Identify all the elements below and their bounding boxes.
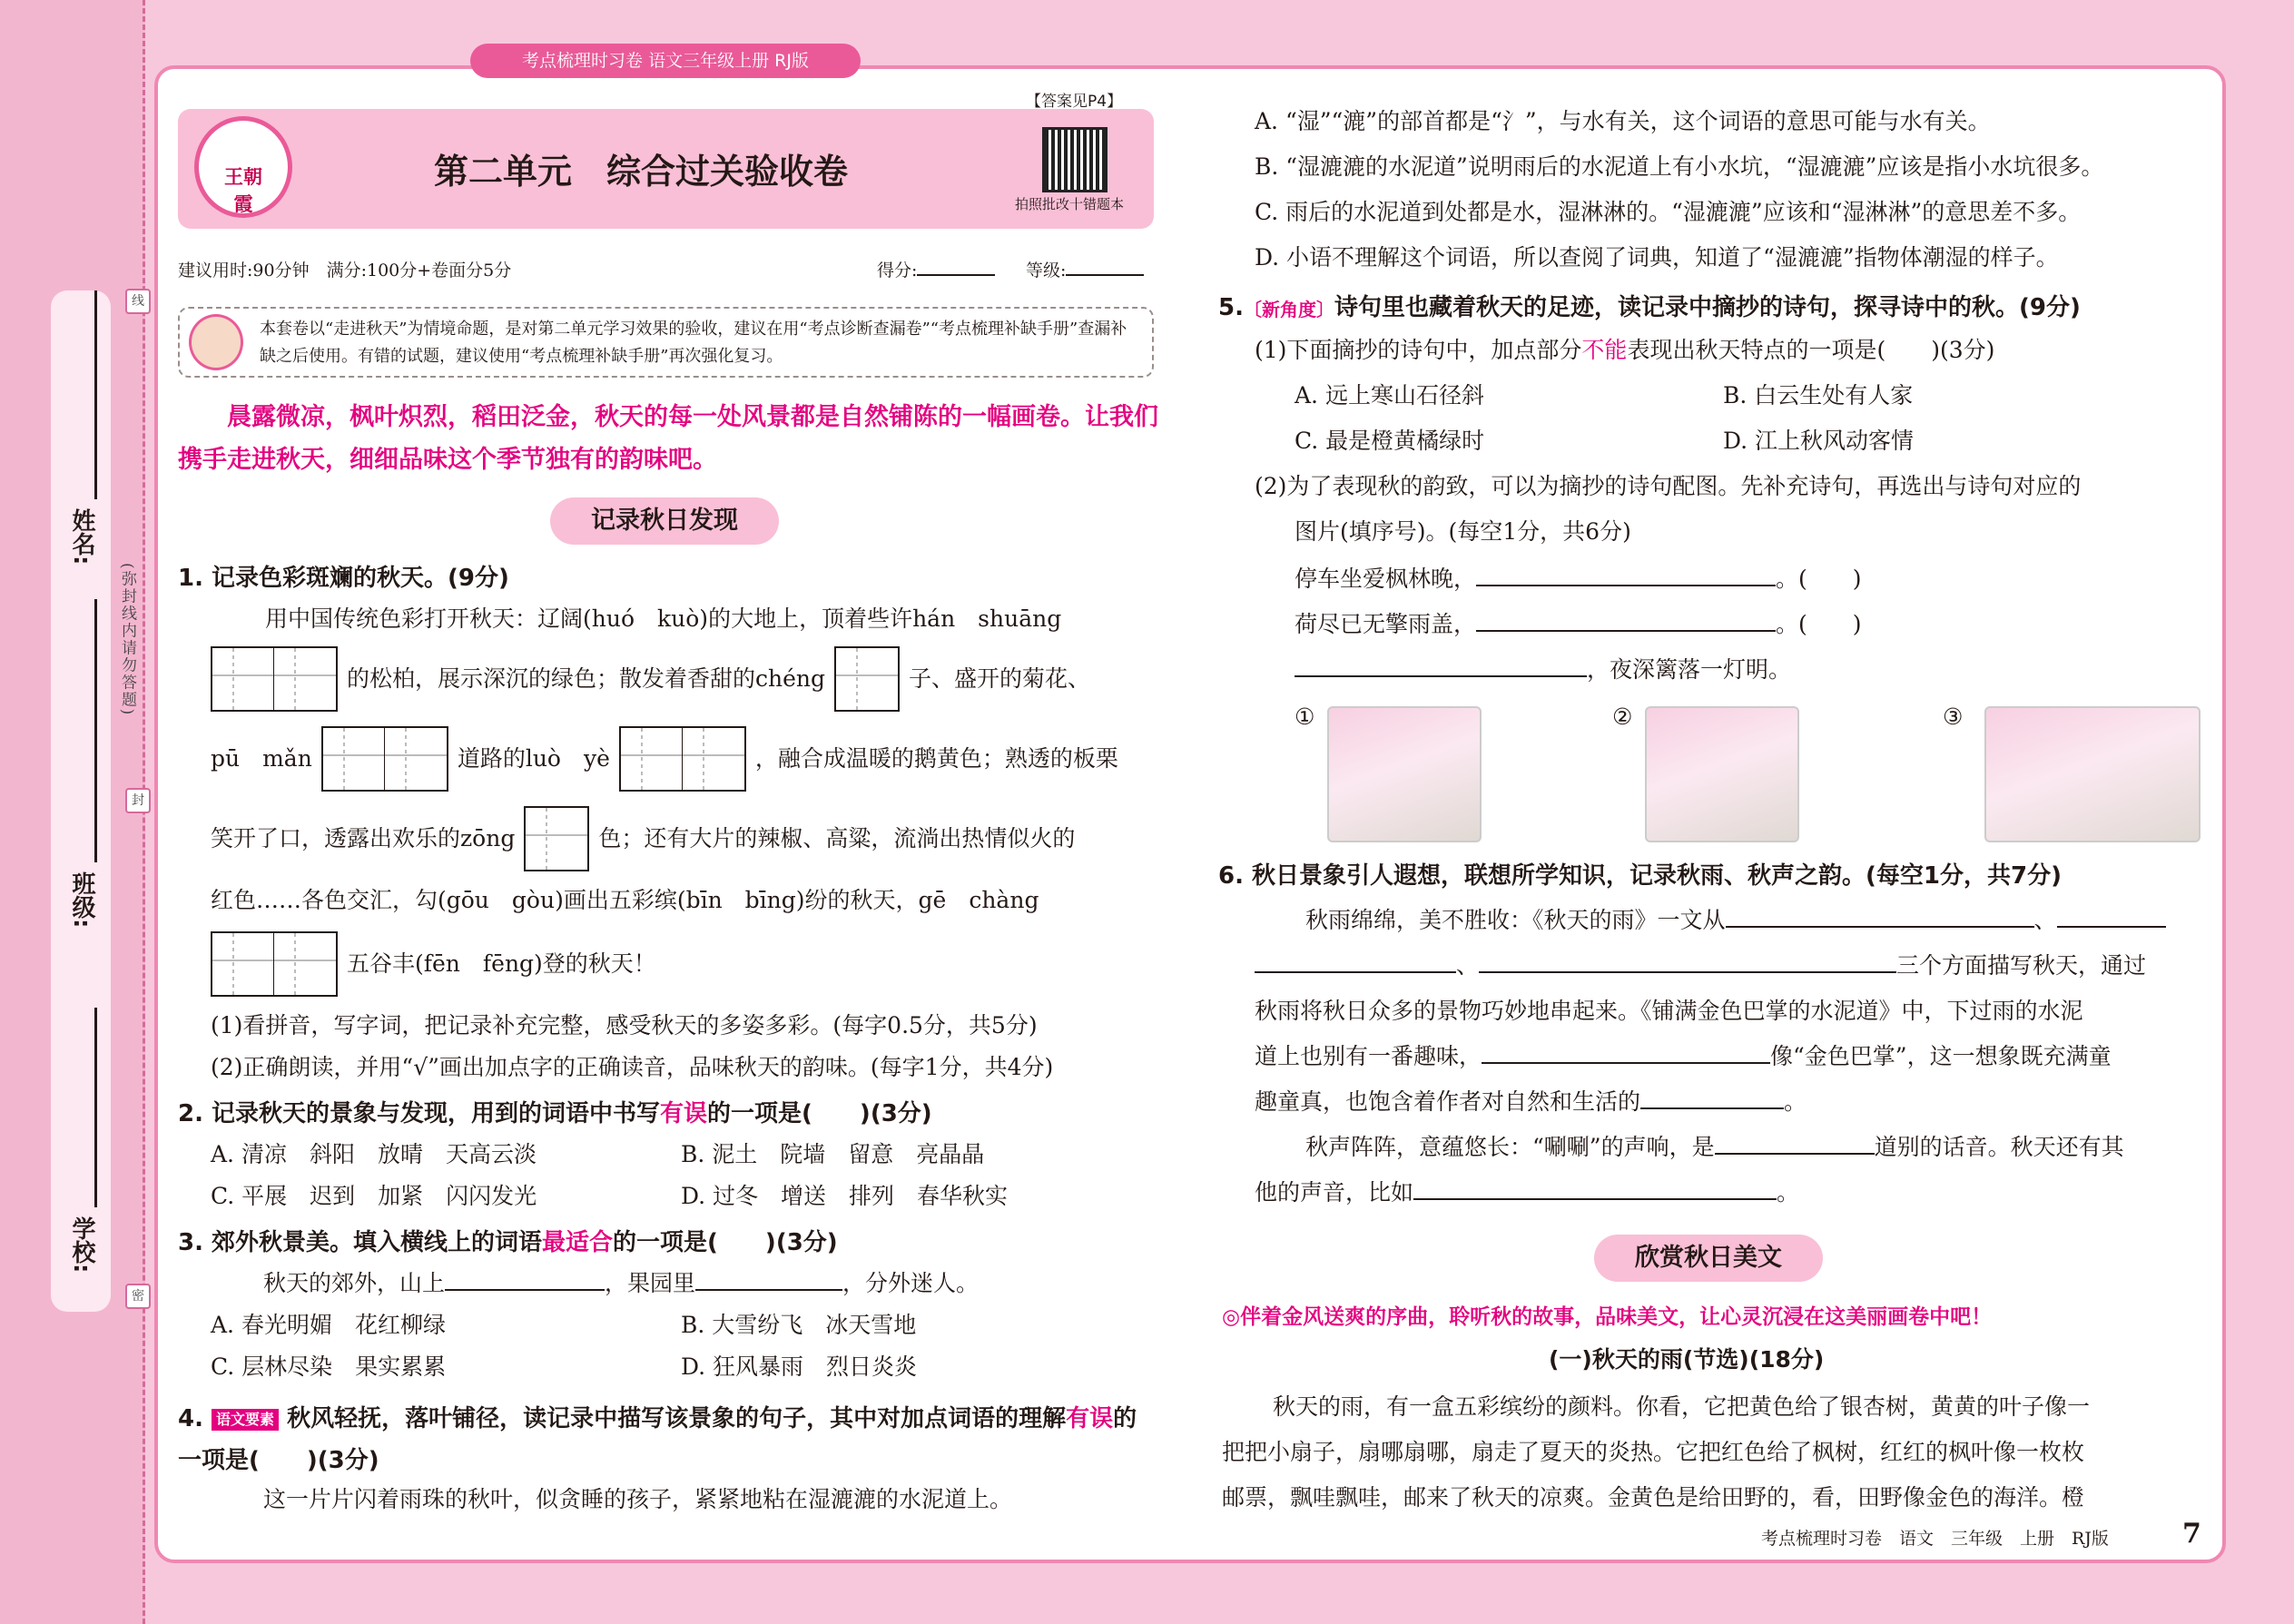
- poem-image-1: [1327, 706, 1482, 842]
- q1-line2-text: 的松柏，展示深沉的绿色；散发着香甜的chéng: [347, 665, 826, 692]
- q3-title: 3. 郊外秋景美。填入横线上的词语最适合的一项是( )(3分): [178, 1229, 838, 1256]
- q4-option-b[interactable]: B. “湿漉漉的水泥道”说明雨后的水泥道上有小水坑，“湿漉漉”应该是指小水坑很多。: [1255, 153, 2104, 180]
- page-title: 第二单元 综合过关验收卷: [434, 152, 849, 192]
- q2-option-a[interactable]: A. 清凉 斜阳 放晴 天高云淡: [211, 1141, 537, 1167]
- q1-line3-tail: ，融合成温暖的鹅黄色；熟透的板栗: [754, 745, 1118, 772]
- seal-instruction: (弥封线内请勿答题): [118, 563, 136, 717]
- reading-title: (一)秋天的雨(节选)(18分): [1549, 1346, 1825, 1373]
- q3-option-c[interactable]: C. 层林尽染 果实累累: [211, 1353, 447, 1380]
- q3-option-d[interactable]: D. 狂风暴雨 烈日炎炎: [681, 1353, 918, 1380]
- q5-option-b[interactable]: B. 白云生处有人家: [1723, 382, 1914, 408]
- q6-blank-5[interactable]: [1482, 1062, 1770, 1064]
- answer-reference: 【答案见P4】: [1026, 93, 1123, 111]
- image-label-2: ②: [1612, 704, 1633, 730]
- q2-option-c[interactable]: C. 平展 迟到 加紧 闪闪发光: [211, 1183, 537, 1209]
- image-label-1: ①: [1295, 704, 1315, 730]
- q6-blank-2[interactable]: [2057, 926, 2166, 928]
- answer-box-luoye[interactable]: [619, 726, 746, 792]
- q1-line1: 用中国传统色彩打开秋天：辽阔(huó kuò)的大地上，顶着些许hán shuāng: [265, 605, 1062, 632]
- school-line: [94, 1008, 97, 1207]
- q4-option-d[interactable]: D. 小语不理解这个词语，所以查阅了词典，知道了“湿漉漉”指物体潮湿的样子。: [1255, 244, 2059, 271]
- reading-lead: ◎伴着金风送爽的序曲，聆听秋的故事，品味美文，让心灵沉浸在这美丽画卷中吧！: [1222, 1304, 1993, 1329]
- q6-title: 6. 秋日景象引人遐想，联想所学知识，记录秋雨、秋声之韵。(每空1分，共7分): [1218, 862, 2062, 890]
- brand-logo-text: 王朝霞: [224, 165, 262, 215]
- grade-field[interactable]: [1026, 257, 1144, 281]
- section-heading-record: 记录秋日发现: [550, 497, 779, 545]
- q1-line3: [211, 726, 1118, 792]
- qr-code-icon[interactable]: [1042, 127, 1108, 192]
- image-label-3: ③: [1943, 704, 1964, 730]
- q5-poem-3: ，夜深篱落一灯明。: [1295, 652, 1791, 688]
- q1-line6: [211, 931, 656, 997]
- q4-title: 4. 语文要素 秋风轻抚，落叶铺径，读记录中描写该景象的句子，其中对加点词语的理解有误的一项是( )(3分): [178, 1405, 1137, 1474]
- footer-series: 考点梳理时习卷 语文 三年级 上册 RJ版: [1761, 1529, 2109, 1549]
- section-heading-appreciate: 欣赏秋日美文: [1594, 1235, 1823, 1282]
- seal-mark-mid: 封: [125, 788, 151, 813]
- q5-poem-1-blank[interactable]: [1476, 585, 1776, 586]
- q2-option-d[interactable]: D. 过冬 增送 排列 春华秋实: [681, 1183, 1009, 1209]
- q6-line3: 秋雨将秋日众多的景物巧妙地串起来。《铺满金色巴掌的水泥道》中，下过雨的水泥: [1255, 998, 2083, 1024]
- q1-line4-text: 笑开了口，透露出欢乐的zōng: [211, 825, 516, 851]
- page-number: 7: [2182, 1518, 2201, 1550]
- q1-line4-tail: 色；还有大片的辣椒、高粱，流淌出热情似火的: [598, 825, 1076, 851]
- q5-option-d[interactable]: D. 江上秋风动客情: [1723, 428, 1915, 454]
- q4-tag: 语文要素: [212, 1409, 279, 1431]
- exam-meta: 建议用时:90分钟 满分:100分+卷面分5分: [178, 261, 512, 281]
- q5-tag: 〔新角度〕: [1243, 299, 1334, 320]
- intro-text: 晨露微凉，枫叶炽烈，稻田泛金，秋天的每一处风景都是自然铺陈的一幅画卷。让我们携手走进秋天，细细品味这个季节独有的韵味吧。: [178, 403, 1158, 474]
- q4-option-a[interactable]: A. “湿”“漉”的部首都是“氵”，与水有关，这个词语的意思可能与水有关。: [1255, 108, 1991, 134]
- q1-line3-pinyin: pū mǎn: [211, 745, 312, 772]
- q1-line2-tail: 子、盛开的菊花、: [909, 665, 1091, 692]
- brand-logo: [194, 116, 292, 218]
- name-line: [94, 290, 97, 499]
- qr-caption: 拍照批改十错题本: [1015, 196, 1125, 212]
- poem-image-3: [1984, 706, 2200, 842]
- q5-poem-2: 荷尽已无擎雨盖， 。( ): [1295, 611, 1862, 637]
- q6-blank-1[interactable]: [1726, 926, 2034, 928]
- q1-sub1: (1)看拼音，写字词，把记录补充完整，感受秋天的多姿多彩。(每字0.5分，共5分): [211, 1012, 1038, 1038]
- name-label: 姓名:: [68, 508, 95, 566]
- q6-blank-6[interactable]: [1640, 1107, 1784, 1109]
- class-line: [94, 599, 97, 862]
- answer-box-puman[interactable]: [321, 726, 448, 792]
- answer-box-zong[interactable]: [524, 806, 589, 871]
- poem-image-2: [1645, 706, 1799, 842]
- q6-line1: 秋雨绵绵，美不胜收：《秋天的雨》一文从 、: [1305, 902, 2166, 939]
- q3-blank-2[interactable]: [695, 1289, 842, 1291]
- q5-sub2-line1: (2)为了表现秋的韵致，可以为摘抄的诗句配图。先补充诗句，再选出与诗句对应的: [1255, 473, 2082, 499]
- class-label: 班级:: [68, 871, 95, 929]
- reading-p3: 邮票，飘哇飘哇，邮来了秋天的凉爽。金黄色是给田野的，看，田野像金色的海洋。橙: [1222, 1484, 2085, 1511]
- q6-line6: 秋声阵阵，意蕴悠长：“唰唰”的声响，是 道别的话音。秋天还有其: [1305, 1134, 2124, 1160]
- exam-note-text: 本套卷以“走进秋天”为情境命题，是对第二单元学习效果的验收，建议在用“考点诊断查漏卷”“考点梳理补缺手册”查漏补缺之后使用。有错的试题，建议使用“考点梳理补缺手册”再次强化复习。: [260, 320, 1127, 366]
- q5-poem-3-blank[interactable]: [1295, 675, 1587, 677]
- seal-mark-top: 线: [125, 289, 151, 314]
- q5-title: 5.〔新角度〕诗句里也藏着秋天的足迹，读记录中摘抄的诗句，探寻诗中的秋。(9分): [1218, 294, 2081, 321]
- q6-blank-7[interactable]: [1715, 1153, 1875, 1155]
- school-label: 学校:: [68, 1216, 95, 1274]
- q5-option-a[interactable]: A. 远上寒山石径斜: [1295, 382, 1484, 408]
- q1-line2: [211, 646, 1090, 712]
- q6-line2: 、 三个方面描写秋天，通过: [1255, 948, 2146, 984]
- q6-line7: 他的声音，比如 。: [1255, 1179, 1800, 1206]
- reading-p2: 把把小扇子，扇哪扇哪，扇走了夏天的炎热。它把红色给了枫树，红红的枫叶像一枚枚: [1222, 1439, 2085, 1465]
- q1-title: 1. 记录色彩斑斓的秋天。(9分): [178, 565, 509, 592]
- q1-sub2: (2)正确朗读，并用“√”画出加点字的正确读音，品味秋天的韵味。(每字1分，共4分): [211, 1054, 1054, 1080]
- answer-box-gechang[interactable]: [211, 931, 338, 997]
- student-info-card: [51, 290, 111, 1312]
- q2-option-b[interactable]: B. 泥土 院墙 留意 亮晶晶: [681, 1141, 985, 1167]
- q3-option-b[interactable]: B. 大雪纷飞 冰天雪地: [681, 1312, 917, 1338]
- seal-mark-bottom: 密: [125, 1284, 151, 1309]
- q6-line4: 道上也别有一番趣味， 像“金色巴掌”，这一想象既充满童: [1255, 1043, 2112, 1069]
- q6-blank-4[interactable]: [1479, 971, 1896, 973]
- q3-stem: 秋天的郊外，山上 ，果园里 ，分外迷人。: [263, 1270, 980, 1296]
- q5-option-c[interactable]: C. 最是橙黄橘绿时: [1295, 428, 1485, 454]
- answer-box-cheng[interactable]: [834, 646, 900, 712]
- q6-blank-3[interactable]: [1255, 971, 1456, 973]
- score-label: 得分:: [877, 261, 918, 281]
- girl-avatar-icon: [189, 314, 243, 370]
- q1-line5: 红色……各色交汇，勾(gōu gòu)画出五彩缤(bīn bīng)纷的秋天，gē chàng: [211, 887, 1039, 913]
- q1-line3-mid: 道路的luò yè: [457, 745, 610, 772]
- q6-blank-8[interactable]: [1413, 1198, 1777, 1200]
- q3-blank-1[interactable]: [445, 1289, 605, 1291]
- reading-p1: 秋天的雨，有一盒五彩缤纷的颜料。你看，它把黄色给了银杏树，黄黄的叶子像一: [1273, 1393, 2091, 1420]
- q5-poem-2-blank[interactable]: [1476, 630, 1776, 632]
- q5-sub1: (1)下面摘抄的诗句中，加点部分不能表现出秋天特点的一项是( )(3分): [1255, 337, 1995, 363]
- q3-option-a[interactable]: A. 春光明媚 花红柳绿: [211, 1312, 446, 1338]
- score-field[interactable]: [877, 257, 995, 281]
- q5-sub2-line2: 图片(填序号)。(每空1分，共6分): [1295, 518, 1631, 545]
- exam-note: [178, 307, 1154, 378]
- grade-label: 等级:: [1026, 261, 1067, 281]
- q2-title: 2. 记录秋天的景象与发现，用到的词语中书写有误的一项是( )(3分): [178, 1100, 932, 1127]
- q1-line4: [211, 806, 1075, 871]
- q5-poem-1: 停车坐爱枫林晚， 。( ): [1295, 566, 1862, 592]
- q1-line6-text: 五谷丰(fēn fēng)登的秋天！: [347, 950, 656, 977]
- q4-stem: 这一片片闪着雨珠的秋叶，似贪睡的孩子，紧紧地粘在湿漉漉的水泥道上。: [263, 1486, 1013, 1512]
- answer-box-hanshuang[interactable]: [211, 646, 338, 712]
- series-banner: 考点梳理时习卷 语文三年级上册 RJ版: [470, 44, 861, 78]
- q6-line5: 趣童真，也饱含着作者对自然和生活的 。: [1255, 1088, 1807, 1115]
- q4-option-c[interactable]: C. 雨后的水泥道到处都是水，湿淋淋的。“湿漉漉”应该和“湿淋淋”的意思差不多。: [1255, 199, 2082, 225]
